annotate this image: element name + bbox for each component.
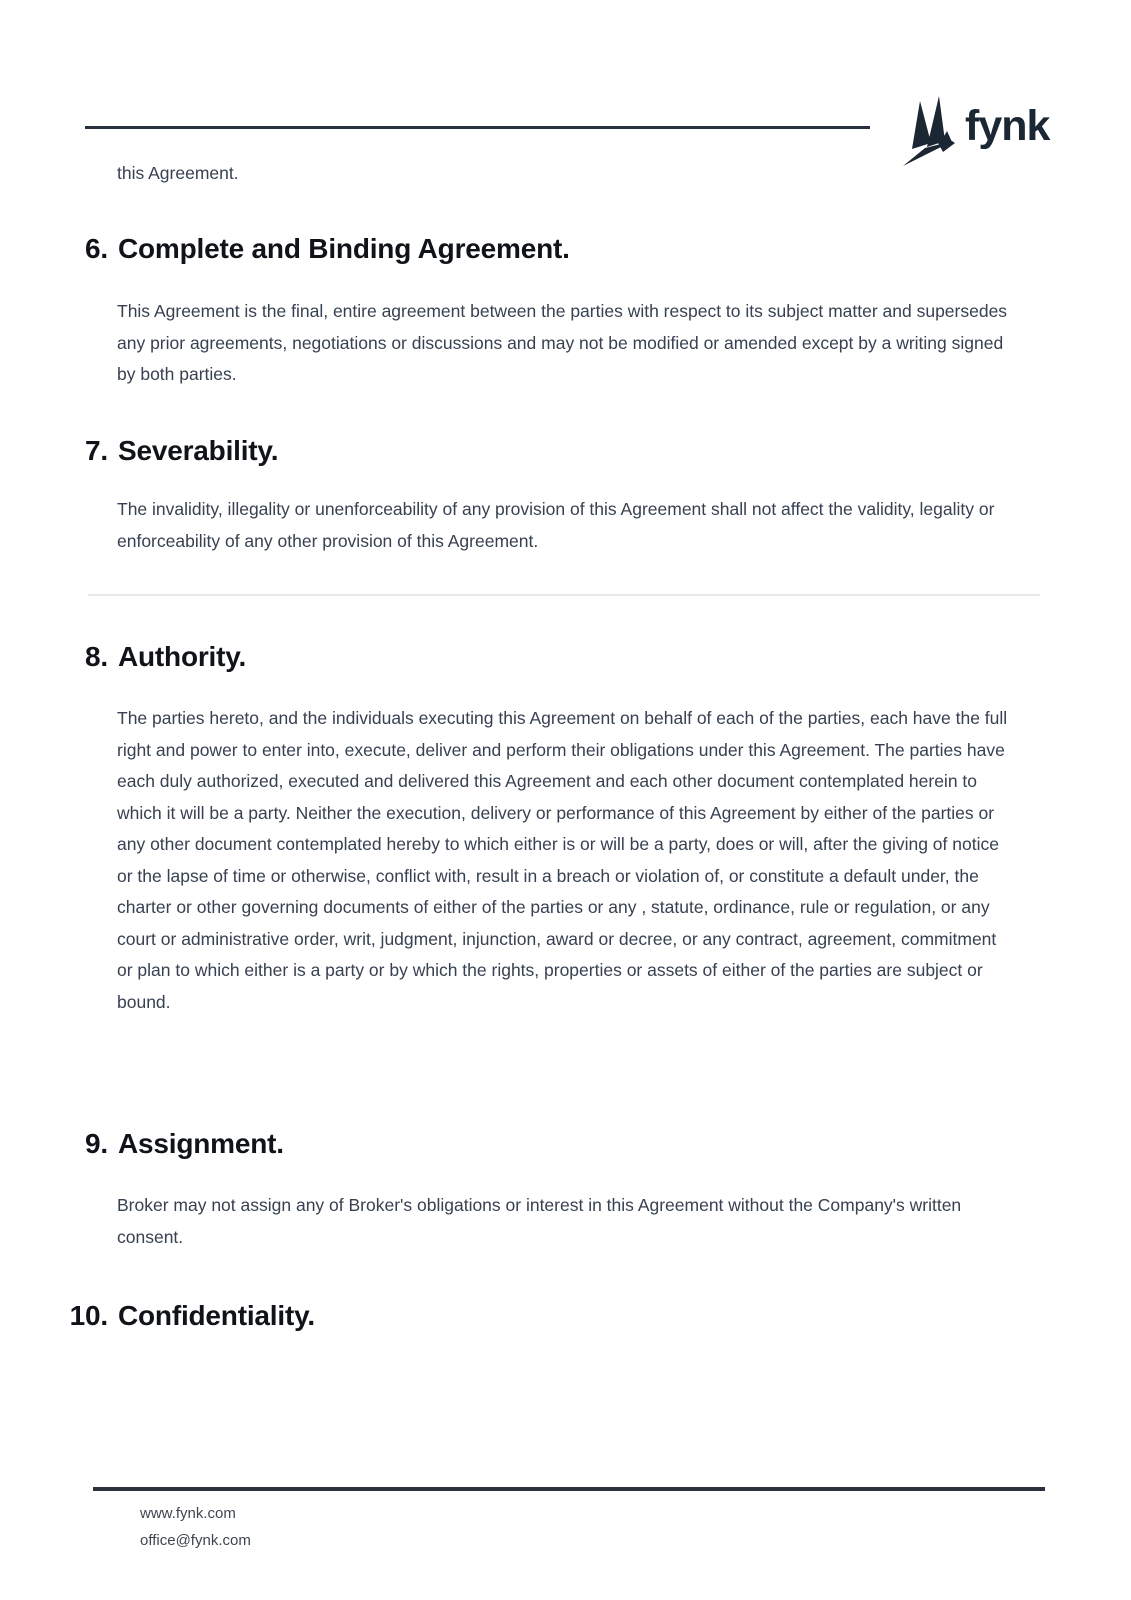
brand-wordmark: fynk [965, 101, 1050, 150]
section-heading-6 [0, 232, 570, 266]
section-title: Severability. [118, 435, 279, 466]
footer-website-link[interactable]: www.fynk.com [140, 1505, 236, 1522]
section-number: 7. [85, 435, 108, 466]
section-heading-7 [0, 434, 278, 468]
footer-email-link[interactable]: office@fynk.com [140, 1532, 251, 1549]
section-body-6: This Agreement is the final, entire agreement between the parties with respect to its subject matter and supersedes any prior agreements, negotiations or discussions and may not be modified or amended except by a writing signed by both parties. [117, 301, 1008, 384]
fynk-logo [900, 96, 1049, 170]
section-number: 10. [69, 1300, 108, 1331]
section-number: 6. [85, 233, 108, 264]
section-body-9: Broker may not assign any of Broker's obligations or interest in this Agreement without the Company's written consent. [117, 1195, 962, 1247]
section-title: Confidentiality. [118, 1300, 315, 1331]
footer-links [140, 1500, 251, 1554]
origami-bird-icon [900, 96, 955, 170]
footer-rule [93, 1487, 1045, 1491]
section-heading-8 [0, 640, 246, 674]
section-number: 8. [85, 641, 108, 672]
section-heading-10 [0, 1299, 315, 1333]
section-title: Authority. [118, 641, 247, 672]
section-body-7: The invalidity, illegality or unenforceability of any provision of this Agreement shall not affect the validity, legality or enforceability of any other provision of this Agreement. [117, 499, 995, 551]
section-divider [88, 594, 1040, 596]
section-body-8: The parties hereto, and the individuals executing this Agreement on behalf of each of the parties, each have the full right and power to enter into, execute, deliver and perform their obligations under this Agreement. The parties have each duly authorized, executed and delivered this Agreement and each other document contemplated herein to which it will be a party. Neither the execution, delivery or performance of this Agreement by either of the parties or any other document contemplated hereby to which either is or will be a party, does or will, after the giving of notice or the lapse of time or otherwise, conflict with, result in a breach or violation of, or constitute a default under, the charter or other governing documents of either of the parties or any , statute, ordinance, rule or regulation, or any court or administrative order, writ, judgment, injunction, award or decree, or any contract, agreement, commitment or plan to which either is a party or by which the rights, properties or assets of either of the parties are subject or bound. [117, 708, 1008, 1012]
section-title: Complete and Binding Agreement. [118, 233, 570, 264]
header-rule [85, 126, 870, 129]
section-title: Assignment. [118, 1128, 284, 1159]
section-number: 9. [85, 1128, 108, 1159]
section-heading-9 [0, 1127, 284, 1161]
continuation-text: this Agreement. [117, 163, 239, 183]
